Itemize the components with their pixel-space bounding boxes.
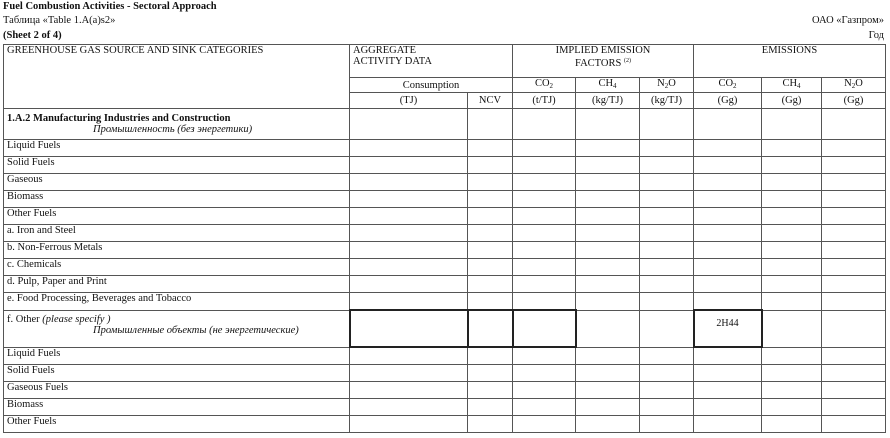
data-cell — [468, 242, 513, 259]
data-cell — [640, 242, 694, 259]
header-emissions: EMISSIONS — [694, 45, 886, 78]
data-cell — [350, 208, 468, 225]
data-cell — [822, 347, 886, 365]
data-cell — [694, 242, 762, 259]
header-implied-emission-factors: IMPLIED EMISSION FACTORS $^{(2)}$ — [513, 45, 694, 78]
data-cell — [350, 416, 468, 433]
subcategory-row-label: d. Pulp, Paper and Print — [4, 276, 350, 293]
data-cell — [694, 399, 762, 416]
data-cell — [694, 276, 762, 293]
data-cell — [640, 276, 694, 293]
data-cell — [762, 347, 822, 365]
data-cell — [468, 259, 513, 276]
fuel-row-label: Biomass — [4, 399, 350, 416]
data-cell — [576, 208, 640, 225]
data-cell — [576, 347, 640, 365]
data-cell — [576, 140, 640, 157]
data-cell — [513, 259, 576, 276]
data-cell — [640, 174, 694, 191]
data-cell — [822, 259, 886, 276]
table-row — [4, 347, 886, 365]
data-cell — [468, 365, 513, 382]
table-row — [4, 365, 886, 382]
fuel-row-label: Other Fuels — [4, 208, 350, 225]
table-row — [4, 382, 886, 399]
data-cell — [822, 242, 886, 259]
data-cell — [513, 140, 576, 157]
data-cell — [350, 174, 468, 191]
data-cell — [762, 242, 822, 259]
data-cell — [762, 174, 822, 191]
data-cell — [762, 293, 822, 311]
data-cell — [822, 293, 886, 311]
table-reference: Таблица «Table 1.A(a)s2» — [3, 15, 116, 26]
data-cell — [822, 208, 886, 225]
data-cell — [822, 416, 886, 433]
unit-ncv: NCV — [468, 93, 513, 109]
data-cell — [468, 382, 513, 399]
header-em-co2: $CO_2$ — [694, 78, 762, 93]
data-cell — [640, 347, 694, 365]
data-cell — [640, 140, 694, 157]
data-cell — [694, 259, 762, 276]
header-ief-ch4: $CH_4$ — [576, 78, 640, 93]
data-cell — [350, 365, 468, 382]
document-title: Fuel Combustion Activities - Sectoral Approach — [3, 1, 217, 12]
emissions-table — [3, 44, 886, 433]
data-cell — [576, 416, 640, 433]
data-cell — [762, 399, 822, 416]
table-row — [4, 242, 886, 259]
data-cell — [513, 293, 576, 311]
data-cell — [694, 157, 762, 174]
data-cell — [694, 225, 762, 242]
data-cell — [468, 208, 513, 225]
data-cell — [762, 191, 822, 208]
data-cell — [513, 365, 576, 382]
data-cell — [576, 174, 640, 191]
data-cell — [822, 174, 886, 191]
data-cell — [513, 157, 576, 174]
data-cell — [822, 399, 886, 416]
fuel-row-label: Liquid Fuels — [4, 347, 350, 365]
header-ief-n2o: $N_2O$ — [640, 78, 694, 93]
data-cell — [513, 242, 576, 259]
data-cell — [694, 293, 762, 311]
data-cell — [468, 157, 513, 174]
data-cell — [762, 140, 822, 157]
header-ief-co2: $CO_2$ — [513, 78, 576, 93]
unit-ief-ch4: (kg/TJ) — [576, 93, 640, 109]
data-cell — [350, 191, 468, 208]
data-cell — [468, 276, 513, 293]
data-cell — [350, 157, 468, 174]
data-cell — [640, 382, 694, 399]
data-cell — [468, 174, 513, 191]
data-cell — [513, 347, 576, 365]
data-cell — [576, 225, 640, 242]
data-cell — [762, 157, 822, 174]
em-co2-input[interactable] — [694, 310, 762, 347]
year-label: Год — [868, 30, 884, 41]
table-row — [4, 276, 886, 293]
fuel-row-label: Gaseous — [4, 174, 350, 191]
data-cell — [822, 276, 886, 293]
data-cell — [576, 276, 640, 293]
data-cell — [640, 191, 694, 208]
consumption-input[interactable] — [350, 310, 468, 347]
data-cell — [640, 399, 694, 416]
data-cell — [468, 416, 513, 433]
data-cell — [640, 157, 694, 174]
data-cell — [822, 157, 886, 174]
data-cell — [762, 382, 822, 399]
fuel-row-label: Gaseous Fuels — [4, 382, 350, 399]
table-row — [4, 174, 886, 191]
organization-name: ОАО «Газпром» — [811, 15, 884, 26]
data-cell — [822, 365, 886, 382]
data-cell — [576, 191, 640, 208]
data-cell — [513, 225, 576, 242]
data-cell — [822, 140, 886, 157]
section-title-cell: 1.A.2 Manufacturing Industries and Construction Промышленность (без энергетики) — [4, 109, 350, 140]
table-row — [4, 225, 886, 242]
data-cell — [468, 399, 513, 416]
data-cell — [576, 242, 640, 259]
fuel-row-label: Liquid Fuels — [4, 140, 350, 157]
data-cell — [822, 225, 886, 242]
data-cell — [640, 225, 694, 242]
table-row — [4, 208, 886, 225]
fuel-row-label: Biomass — [4, 191, 350, 208]
data-cell — [513, 191, 576, 208]
sheet-number: (Sheet 2 of 4) — [3, 30, 62, 41]
data-cell — [576, 399, 640, 416]
data-cell — [762, 225, 822, 242]
data-cell — [694, 140, 762, 157]
table-row — [4, 399, 886, 416]
data-cell — [350, 347, 468, 365]
data-cell — [350, 276, 468, 293]
data-cell — [694, 365, 762, 382]
data-cell — [468, 293, 513, 311]
data-cell — [762, 259, 822, 276]
table-row — [4, 416, 886, 433]
data-cell — [513, 208, 576, 225]
header-aggregate-activity: AGGREGATE ACTIVITY DATA — [350, 45, 513, 78]
data-cell — [350, 242, 468, 259]
header-consumption: Consumption — [350, 78, 513, 93]
table-row — [4, 191, 886, 208]
data-cell — [694, 191, 762, 208]
data-cell — [513, 174, 576, 191]
subcategory-row-label: c. Chemicals — [4, 259, 350, 276]
data-cell — [513, 399, 576, 416]
ncv-input[interactable] — [468, 310, 513, 347]
data-cell — [694, 174, 762, 191]
data-cell — [640, 208, 694, 225]
data-cell — [350, 225, 468, 242]
table-row — [4, 140, 886, 157]
data-cell — [694, 208, 762, 225]
data-cell — [350, 259, 468, 276]
data-cell — [640, 259, 694, 276]
data-cell — [576, 365, 640, 382]
data-cell — [822, 191, 886, 208]
table-row — [4, 293, 886, 311]
data-cell — [694, 347, 762, 365]
unit-ief-co2: (t/TJ) — [513, 93, 576, 109]
fuel-row-label: Solid Fuels — [4, 157, 350, 174]
data-cell — [576, 293, 640, 311]
unit-em-ch4: (Gg) — [762, 93, 822, 109]
data-cell — [576, 259, 640, 276]
data-cell — [576, 382, 640, 399]
ief-co2-input[interactable] — [513, 310, 576, 347]
emission-code: 2H44 — [716, 318, 739, 329]
data-cell — [513, 382, 576, 399]
data-cell — [468, 140, 513, 157]
other-specify-cell: f. Other (please specify ) Промышленные объекты (не энергетические) — [4, 310, 350, 347]
data-cell — [468, 191, 513, 208]
header-categories: GREENHOUSE GAS SOURCE AND SINK CATEGORIES — [4, 45, 350, 109]
data-cell — [762, 365, 822, 382]
fuel-row-label: Solid Fuels — [4, 365, 350, 382]
data-cell — [468, 347, 513, 365]
fuel-row-label: Other Fuels — [4, 416, 350, 433]
table-row — [4, 157, 886, 174]
data-cell — [694, 382, 762, 399]
subcategory-row-label: e. Food Processing, Beverages and Tobacco — [4, 293, 350, 311]
unit-consumption: (TJ) — [350, 93, 468, 109]
data-cell — [762, 208, 822, 225]
subcategory-row-label: a. Iron and Steel — [4, 225, 350, 242]
header-em-n2o: $N_2O$ — [822, 78, 886, 93]
data-cell — [350, 382, 468, 399]
unit-ief-n2o: (kg/TJ) — [640, 93, 694, 109]
unit-em-co2: (Gg) — [694, 93, 762, 109]
subcategory-row-label: b. Non-Ferrous Metals — [4, 242, 350, 259]
data-cell — [640, 416, 694, 433]
data-cell — [694, 416, 762, 433]
data-cell — [640, 293, 694, 311]
data-cell — [468, 225, 513, 242]
data-cell — [350, 140, 468, 157]
data-cell — [513, 416, 576, 433]
data-cell — [762, 276, 822, 293]
table-row — [4, 259, 886, 276]
data-cell — [350, 293, 468, 311]
header-em-ch4: $CH_4$ — [762, 78, 822, 93]
data-cell — [822, 382, 886, 399]
data-cell — [640, 365, 694, 382]
data-cell — [513, 276, 576, 293]
data-cell — [762, 416, 822, 433]
unit-em-n2o: (Gg) — [822, 93, 886, 109]
data-cell — [576, 157, 640, 174]
data-cell — [350, 399, 468, 416]
